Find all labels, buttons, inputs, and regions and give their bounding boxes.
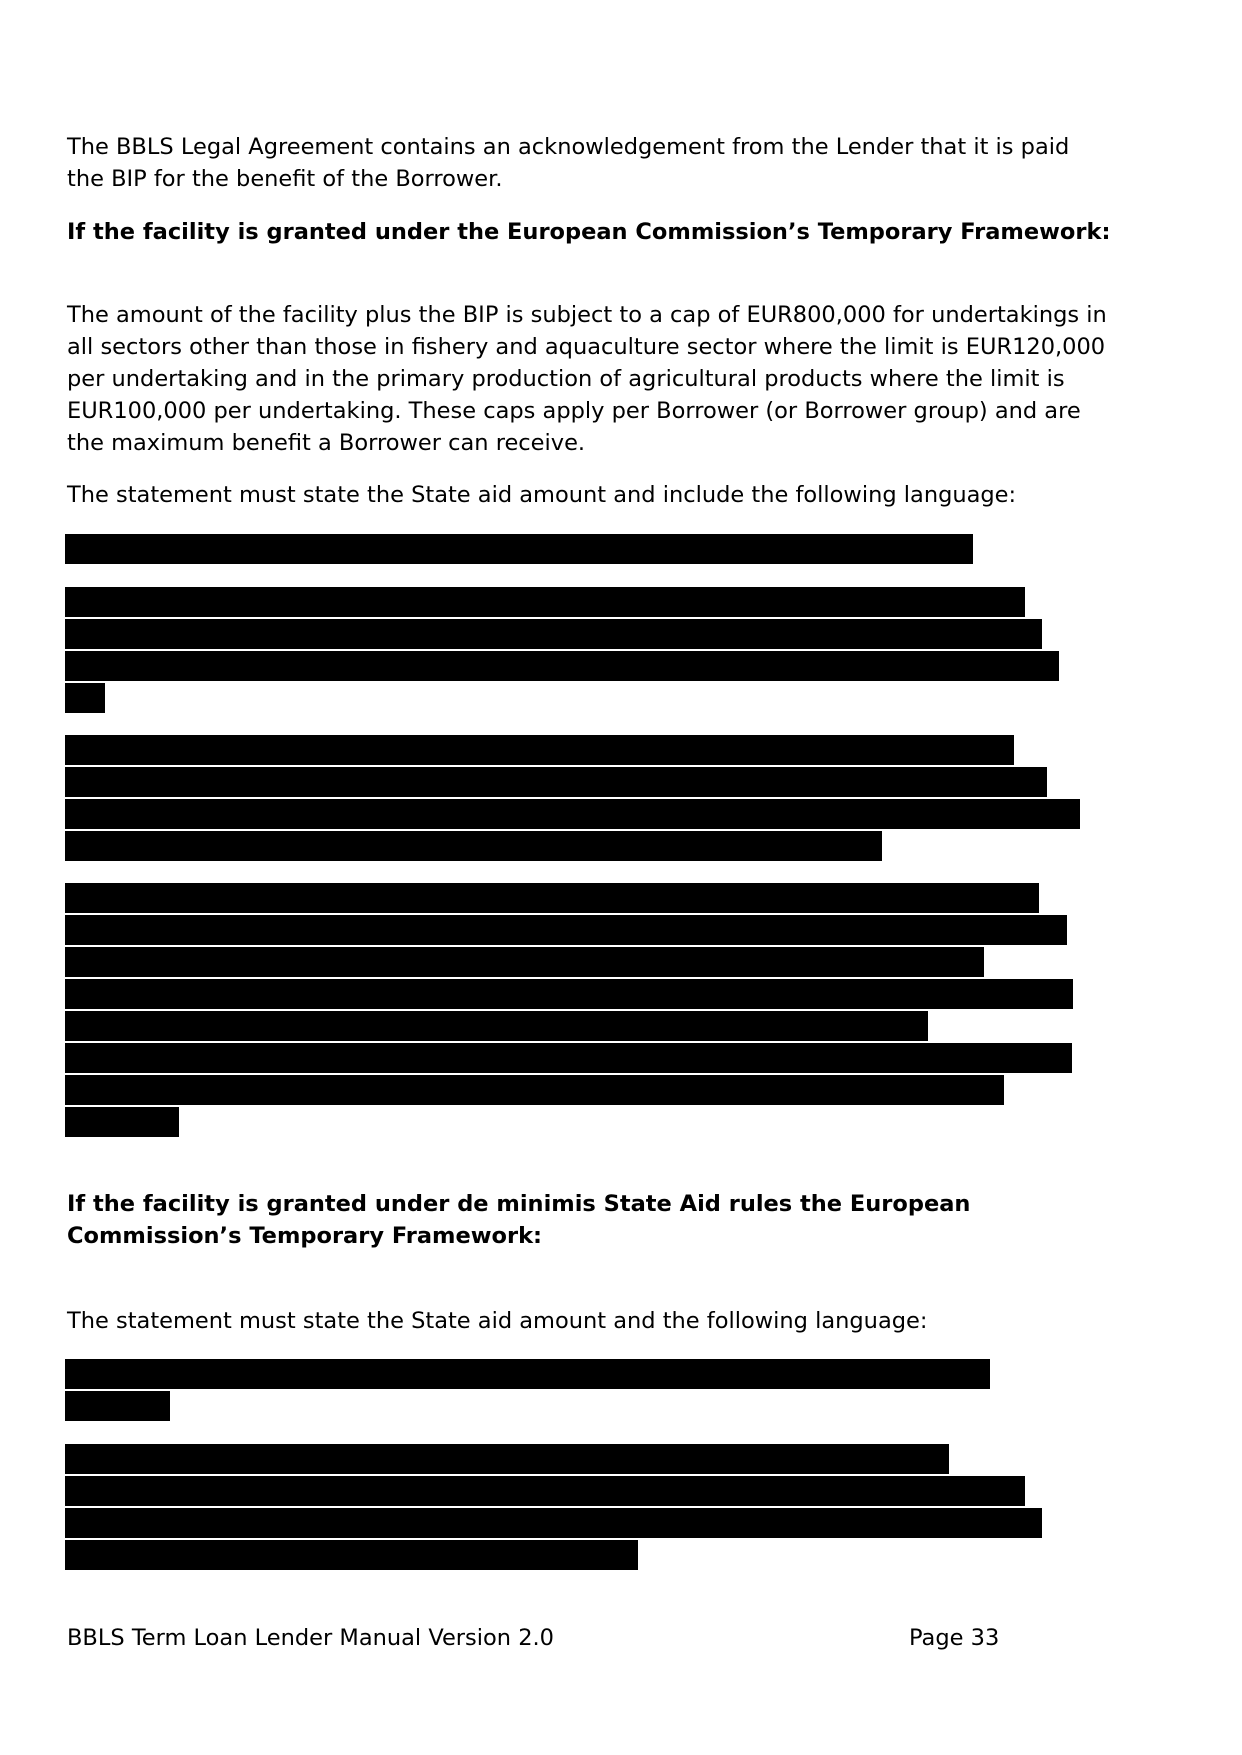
paragraph-facility-cap: The amount of the facility plus the BIP is subject to a cap of EUR800,000 for undertakings in all sectors other than those in fishery and aquaculture sector where the limit is EUR120,000 per undertaking and in the primary production of agricultural products where the limit is EUR100,000 per undertaking. These caps apply per Borrower (or Borrower group) and are the maximum benefit a Borrower can receive. bbox=[67, 302, 1107, 456]
redaction-bar bbox=[65, 1075, 1004, 1105]
redaction-bar bbox=[65, 1444, 949, 1474]
redaction-bar bbox=[65, 947, 984, 977]
redaction-bar bbox=[65, 735, 1014, 765]
redaction-bar bbox=[65, 683, 105, 713]
redaction-bar bbox=[65, 767, 1047, 797]
redaction-bar bbox=[65, 831, 882, 861]
footer-page-number: Page 33 bbox=[909, 1625, 1000, 1651]
footer-document-title: BBLS Term Loan Lender Manual Version 2.0 bbox=[67, 1625, 554, 1651]
redaction-bar bbox=[65, 587, 1025, 617]
redaction-bar bbox=[65, 1391, 170, 1421]
redaction-bar bbox=[65, 651, 1059, 681]
paragraph-statement-language-2: The statement must state the State aid amount and the following language: bbox=[67, 1308, 928, 1334]
redaction-bar bbox=[65, 1011, 928, 1041]
redaction-bar bbox=[65, 1043, 1072, 1073]
redaction-bar bbox=[65, 799, 1080, 829]
redaction-bar bbox=[65, 1359, 990, 1389]
redaction-bar bbox=[65, 883, 1039, 913]
redaction-bar bbox=[65, 915, 1067, 945]
heading-temporary-framework: If the facility is granted under the European Commission’s Temporary Framework: bbox=[67, 219, 1111, 245]
redaction-bar bbox=[65, 619, 1042, 649]
redaction-bar bbox=[65, 1508, 1042, 1538]
redaction-bar bbox=[65, 1107, 179, 1137]
redaction-bar bbox=[65, 1476, 1025, 1506]
heading-de-minimis: If the facility is granted under de minimis State Aid rules the European Commission’s Temporary Framework: bbox=[67, 1191, 971, 1249]
redaction-bar bbox=[65, 1540, 638, 1570]
paragraph-legal-agreement: The BBLS Legal Agreement contains an acknowledgement from the Lender that it is paid the BIP for the benefit of the Borrower. bbox=[67, 134, 1070, 192]
redaction-bar bbox=[65, 534, 973, 564]
redaction-bar bbox=[65, 979, 1073, 1009]
paragraph-statement-language: The statement must state the State aid amount and include the following language: bbox=[67, 482, 1017, 508]
